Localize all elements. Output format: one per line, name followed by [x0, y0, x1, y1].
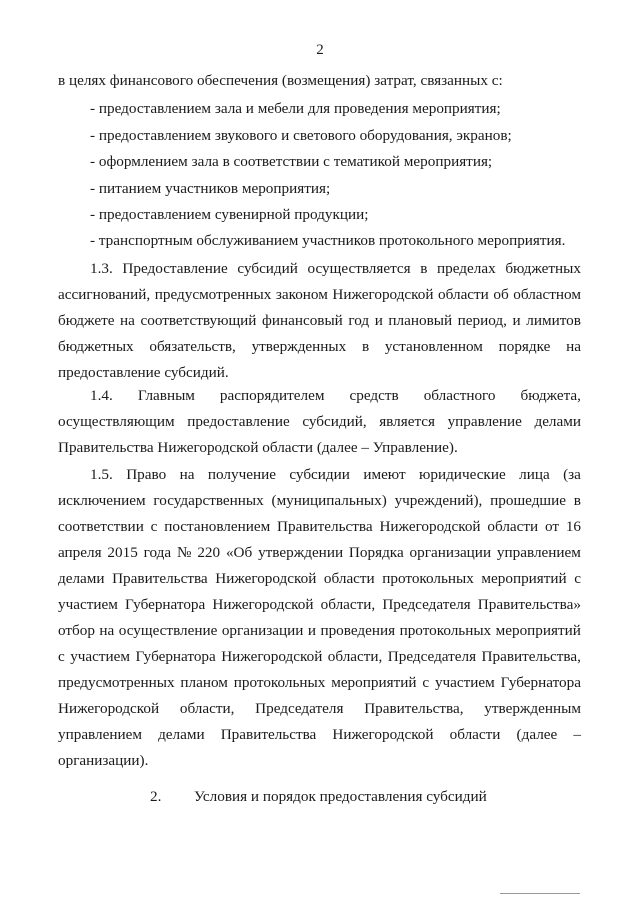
- paragraph-1-3-line: ассигнований, предусмотренных законом Нижегородской области об областном: [58, 286, 581, 303]
- paragraph-1-3-line: 1.3. Предоставление субсидий осуществляется в пределах бюджетных: [90, 260, 581, 277]
- paragraph-1-5-line: исключением государственных (муниципальных) учреждений), прошедшие в: [58, 492, 581, 509]
- page-number: 2: [316, 42, 324, 58]
- paragraph-1-5-line: участием Губернатора Нижегородской области, Председателя Правительства»: [58, 596, 581, 613]
- section-heading: Условия и порядок предоставления субсидий: [194, 788, 487, 805]
- bullet-item: - предоставлением зала и мебели для проведения мероприятия;: [90, 100, 501, 117]
- paragraph-1-5-line: с участием Губернатора Нижегородской области, Председателя Правительства,: [58, 648, 581, 665]
- paragraph-1-3-line: бюджете на соответствующий финансовый год и плановый период, и лимитов: [58, 312, 581, 329]
- paragraph-1-5-line: предусмотренных планом протокольных мероприятий с участием Губернатора: [58, 674, 581, 691]
- section-number: 2.: [150, 788, 162, 805]
- paragraph-1-5-line: делами Правительства Нижегородской области протокольных мероприятий с: [58, 570, 581, 587]
- paragraph-1-3-line: бюджетных обязательств, утвержденных в установленном порядке на: [58, 338, 581, 355]
- paragraph-1-4-line: 1.4. Главным распорядителем средств областного бюджета,: [90, 387, 581, 404]
- paragraph-1-5-line: управлением делами Правительства Нижегородской области (далее –: [58, 726, 581, 743]
- paragraph-1-5-line: отбор на осуществление организации и проведения протокольных мероприятий: [58, 622, 581, 639]
- bullet-item: - питанием участников мероприятия;: [90, 180, 331, 197]
- paragraph-1-5-line: соответствии с постановлением Правительства Нижегородской области от 16: [58, 518, 581, 535]
- paragraph-1-5-line: 1.5. Право на получение субсидии имеют юридические лица (за: [90, 466, 581, 483]
- intro-line: в целях финансового обеспечения (возмещения) затрат, связанных с:: [58, 72, 503, 89]
- bullet-item: - предоставлением сувенирной продукции;: [90, 206, 369, 223]
- bullet-item: - оформлением зала в соответствии с тематикой мероприятия;: [90, 153, 493, 170]
- bullet-item: - предоставлением звукового и светового оборудования, экранов;: [90, 127, 512, 144]
- paragraph-1-3-line: предоставление субсидий.: [58, 364, 229, 381]
- paragraph-1-5-line: Нижегородской области, Председателя Правительства, утвержденным: [58, 700, 581, 717]
- paragraph-1-4-line: Правительства Нижегородской области (далее – Управление).: [58, 439, 458, 456]
- paragraph-1-5-line: апреля 2015 года № 220 «Об утверждении Порядка организации управлением: [58, 544, 581, 561]
- bullet-item: - транспортным обслуживанием участников протокольного мероприятия.: [90, 232, 566, 249]
- paragraph-1-5-line: организации).: [58, 752, 149, 769]
- paragraph-1-4-line: осуществляющим предоставление субсидий, является управление делами: [58, 413, 581, 430]
- page-edge-line: [500, 893, 580, 894]
